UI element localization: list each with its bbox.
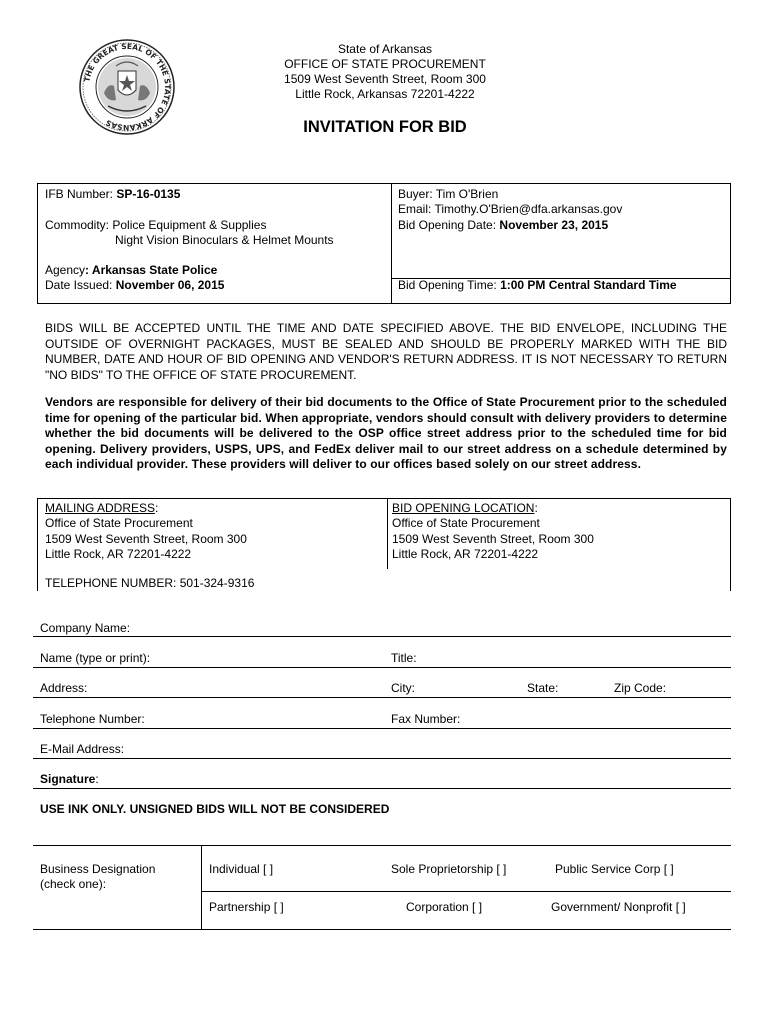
ifb-date-issued: [45, 278, 224, 293]
signature-colon: :: [95, 772, 99, 786]
document-title: INVITATION FOR BID: [303, 118, 467, 136]
business-designation-line2: (check one):: [40, 877, 107, 891]
ifb-opening-time: [398, 278, 677, 293]
signature-field[interactable]: [33, 788, 731, 789]
zip-code-label: Zip Code:: [614, 681, 667, 695]
ifb-buyer: Buyer: Tim O'Brien: [398, 187, 499, 201]
ifb-box-divider: [391, 184, 392, 303]
address-label: Address:: [40, 681, 88, 695]
ifb-info-box: [37, 183, 731, 304]
ifb-agency-label: Agency: [45, 263, 86, 277]
header-street: 1509 West Seventh Street, Room 300: [284, 72, 486, 86]
ifb-date-issued-value: November 06, 2015: [115, 278, 225, 292]
business-top-rule: [33, 845, 731, 846]
ifb-buyer-email: Email: Timothy.O'Brien@dfa.arkansas.gov: [398, 202, 623, 216]
city-label: City:: [391, 681, 415, 695]
name-title-field[interactable]: [33, 667, 731, 668]
company-name-field[interactable]: [33, 636, 731, 637]
header-city: Little Rock, Arkansas 72201-4222: [295, 87, 475, 101]
state-label: State:: [527, 681, 559, 695]
business-mid-rule: [201, 891, 731, 892]
ink-only-notice: USE INK ONLY. UNSIGNED BIDS WILL NOT BE CONSIDERED: [40, 802, 390, 816]
address-box-divider: [387, 499, 388, 569]
title-label: Title:: [391, 651, 417, 665]
checkbox-partnership[interactable]: Partnership [ ]: [209, 900, 284, 914]
email-label: E-Mail Address:: [40, 742, 125, 756]
ifb-number: [45, 187, 180, 202]
name-label: Name (type or print):: [40, 651, 151, 665]
svg-text:THE GREAT SEAL OF THE STATE OF: THE GREAT SEAL OF THE STATE OF ARKANSAS: [82, 41, 173, 133]
header-office: OFFICE OF STATE PROCUREMENT: [284, 57, 486, 71]
opening-location-heading: [392, 501, 538, 516]
ifb-opening-time-label: Bid Opening Time:: [398, 278, 501, 292]
ifb-opening-date: [398, 218, 608, 233]
agency-header: [230, 42, 540, 102]
opening-location-line2: 1509 West Seventh Street, Room 300: [392, 532, 594, 546]
opening-location-line1: Office of State Procurement: [392, 516, 540, 530]
telephone-field[interactable]: [33, 728, 731, 729]
ifb-commodity: Commodity: Police Equipment & Supplies: [45, 218, 267, 232]
mailing-line2: 1509 West Seventh Street, Room 300: [45, 532, 247, 546]
header-state: State of Arkansas: [337, 42, 433, 56]
ifb-opening-date-value: November 23, 2015: [499, 218, 609, 232]
ifb-number-value: SP-16-0135: [116, 187, 181, 201]
mailing-address-heading: [45, 501, 158, 516]
email-field[interactable]: [33, 758, 731, 759]
mailing-telephone: TELEPHONE NUMBER: 501-324-9316: [45, 576, 255, 590]
business-designation-line1: Business Designation: [40, 862, 156, 876]
ifb-commodity-detail: Night Vision Binoculars & Helmet Mounts: [115, 233, 334, 247]
ifb-date-issued-label: Date Issued:: [45, 278, 116, 292]
ifb-opening-time-value: 1:00 PM Central Standard Time: [500, 278, 677, 292]
mailing-address-title: MAILING ADDRESS: [45, 501, 156, 515]
business-bottom-rule: [33, 929, 731, 930]
checkbox-individual[interactable]: Individual [ ]: [209, 862, 274, 876]
bid-acceptance-notice: BIDS WILL BE ACCEPTED UNTIL THE TIME AND DATE SPECIFIED ABOVE. THE BID ENVELOPE, INCLUDING THE OUTSIDE OF OVERNIGHT PACKAGES, MUST BE SEALED AND SHOULD BE PROPERLY MARKED WITH THE BID NUMBER, DATE AND HOUR OF BID OPENING AND VENDOR'S RETURN ADDRESS. IT IS NOT NECESSARY TO RETURN "NO BIDS" TO THE OFFICE OF STATE PROCUREMENT.: [45, 321, 727, 382]
opening-location-title: BID OPENING LOCATION: [392, 501, 535, 515]
ifb-agency-value: : Arkansas State Police: [85, 263, 218, 277]
company-name-label: Company Name:: [40, 621, 131, 635]
business-column-divider: [201, 845, 202, 930]
vendor-delivery-notice: Vendors are responsible for delivery of their bid documents to the Office of State Procurement prior to the scheduled time for opening of the particular bid. When appropriate, vendors should consult with delivery providers to determine whether the bid documents will be delivered to the OSP office street address prior to the scheduled time for bid opening. Delivery providers, USPS, UPS, and FedEx deliver mail to our street address on a schedule determined by each individual provider. These providers will deliver to our offices based solely on our street address.: [45, 395, 727, 471]
checkbox-sole-proprietorship[interactable]: Sole Proprietorship [ ]: [391, 862, 507, 876]
telephone-label: Telephone Number:: [40, 712, 145, 726]
address-box: [37, 498, 731, 591]
checkbox-corporation[interactable]: Corporation [ ]: [406, 900, 483, 914]
ifb-opening-date-label: Bid Opening Date:: [398, 218, 500, 232]
signature-label-text: Signature: [40, 772, 96, 786]
mailing-line1: Office of State Procurement: [45, 516, 193, 530]
opening-location-colon: :: [534, 501, 538, 515]
opening-location-line3: Little Rock, AR 72201-4222: [392, 547, 539, 561]
mailing-address-colon: :: [155, 501, 159, 515]
checkbox-public-service-corp[interactable]: Public Service Corp [ ]: [555, 862, 674, 876]
business-designation-label: [40, 862, 155, 892]
ifb-number-label: IFB Number:: [45, 187, 117, 201]
fax-label: Fax Number:: [391, 712, 461, 726]
address-field[interactable]: [33, 697, 731, 698]
mailing-line3: Little Rock, AR 72201-4222: [45, 547, 192, 561]
ifb-agency: [45, 263, 217, 278]
signature-label: [40, 772, 99, 786]
checkbox-government-nonprofit[interactable]: Government/ Nonprofit [ ]: [551, 900, 686, 914]
